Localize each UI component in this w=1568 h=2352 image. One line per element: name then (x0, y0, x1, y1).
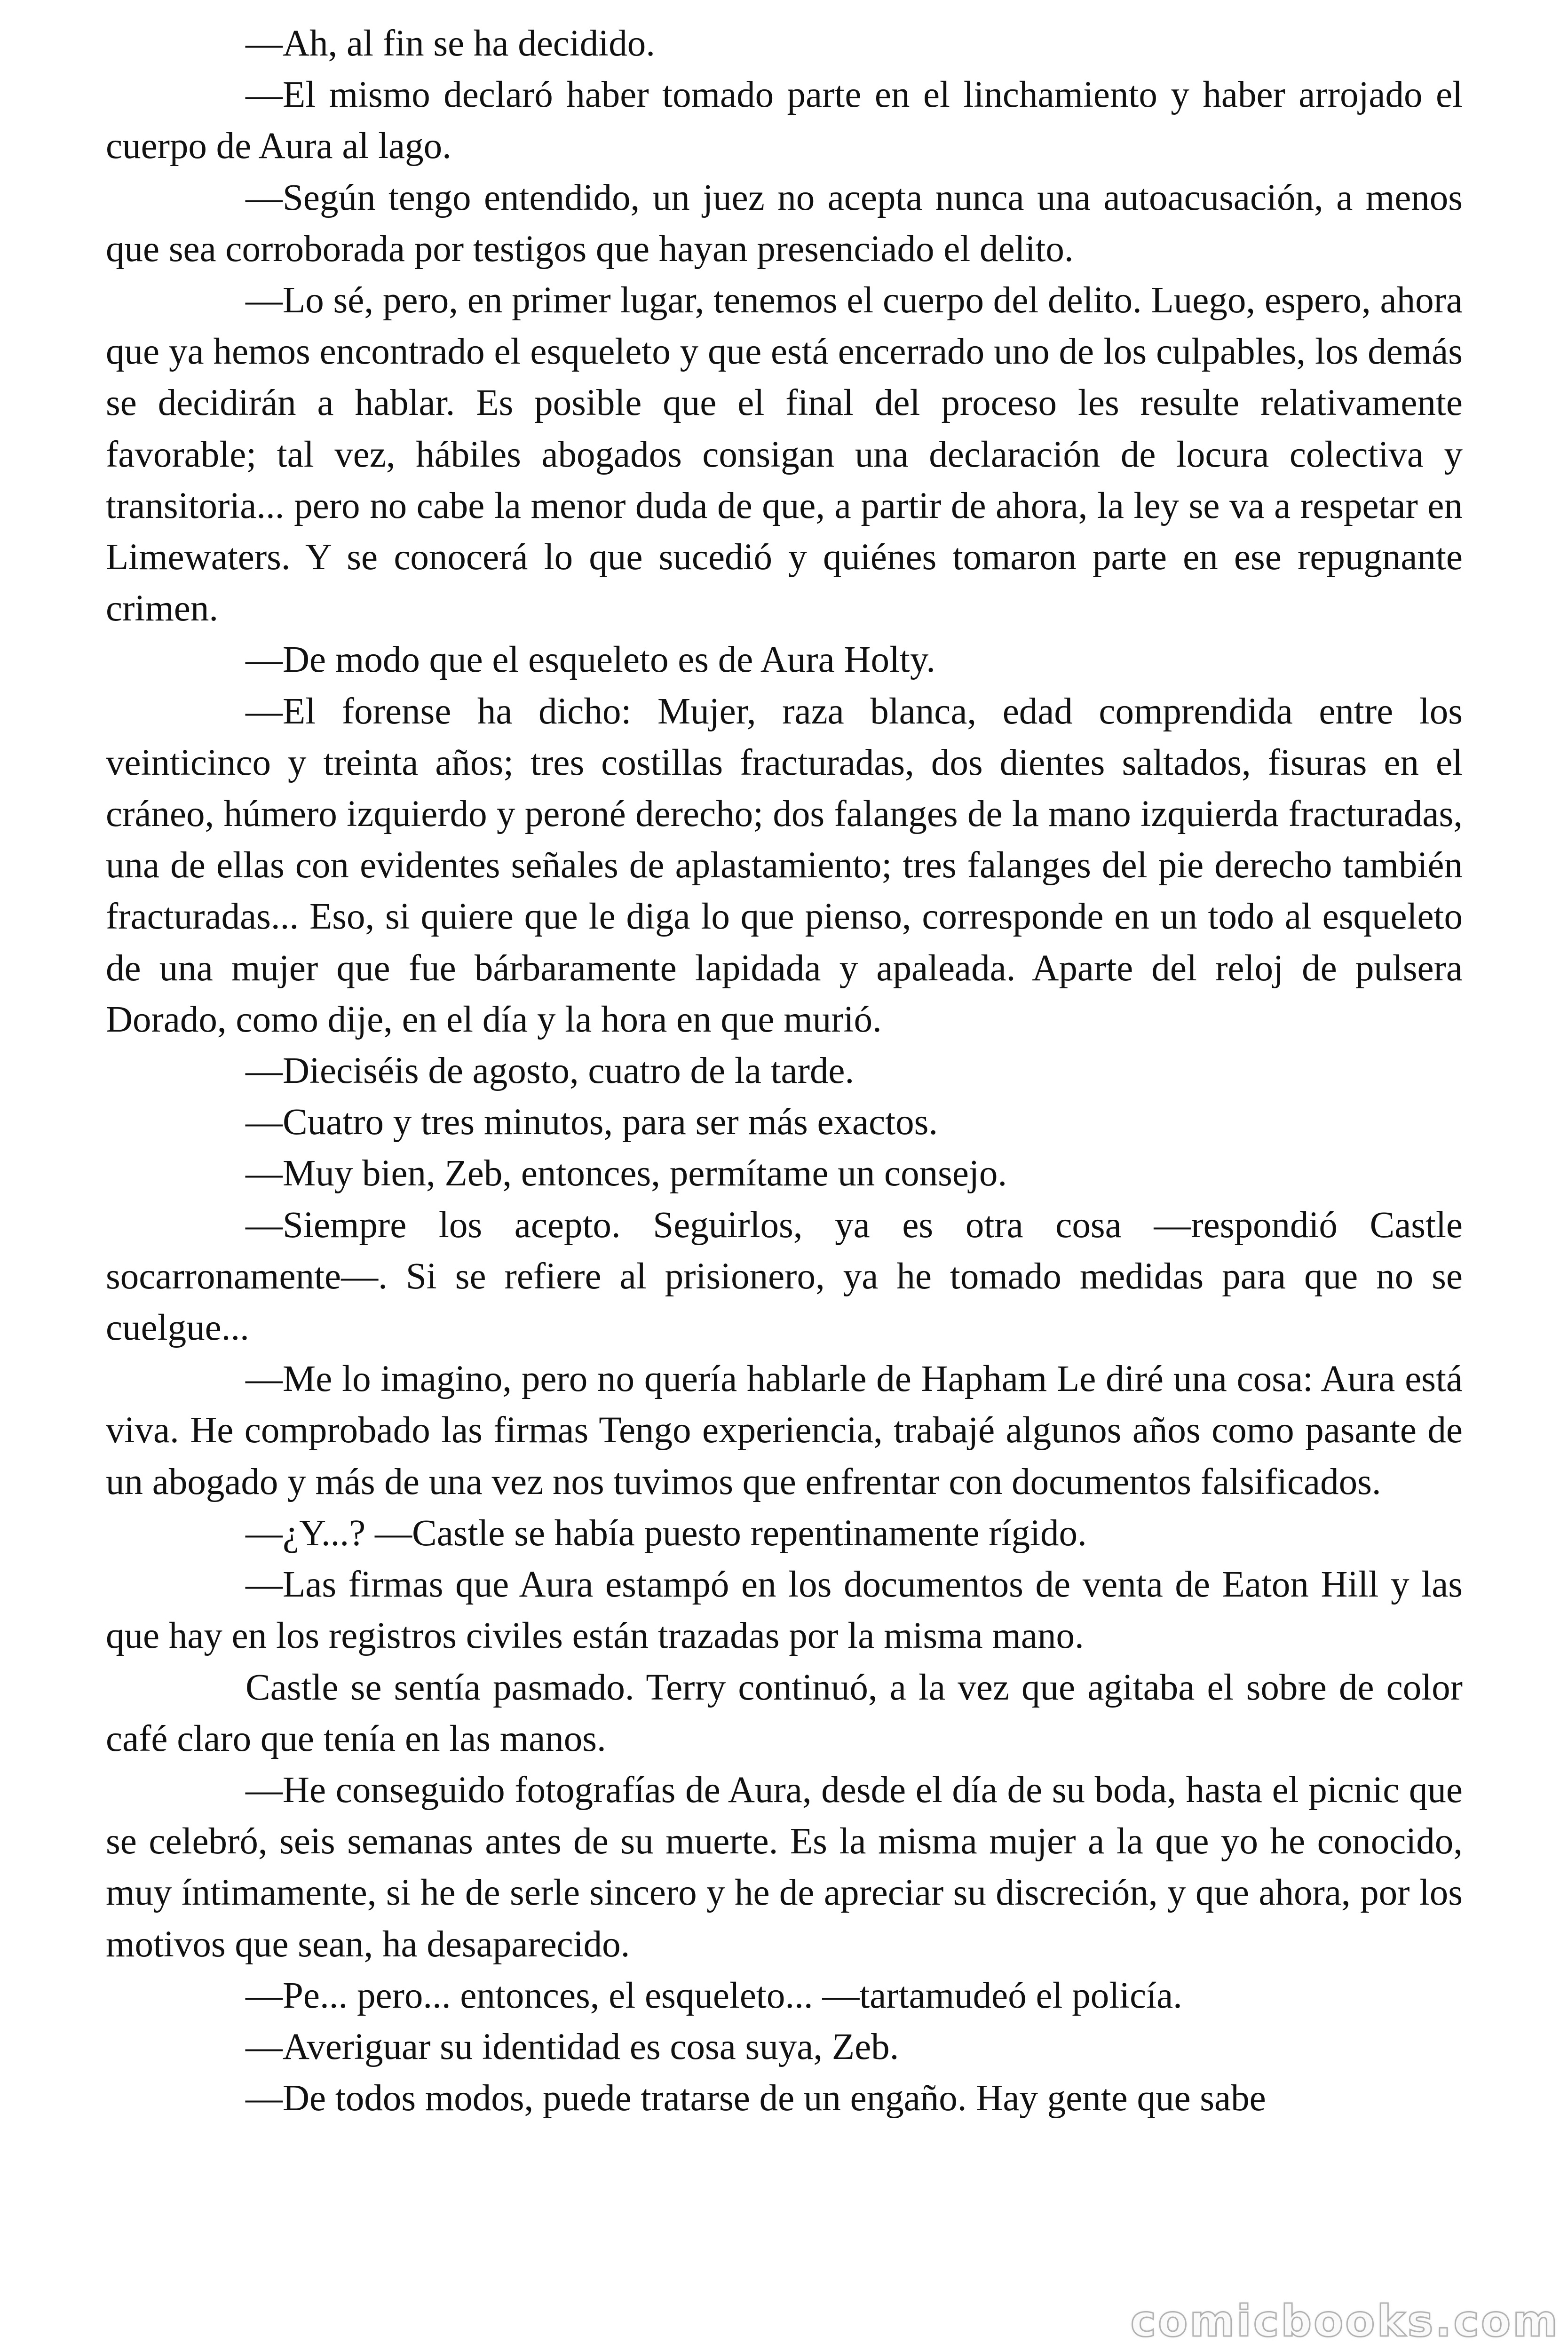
paragraph: —Dieciséis de agosto, cuatro de la tarde. (245, 1050, 855, 1092)
paragraph: —Ah, al fin se ha decidido. (245, 23, 655, 64)
watermark: comicbooks.com (1130, 2296, 1560, 2346)
page-text (106, 18, 1463, 2124)
paragraph: —De modo que el esqueleto es de Aura Holty. (245, 639, 935, 681)
paragraph: —Pe... pero... entonces, el esqueleto... —tartamudeó el policía. (245, 1975, 1182, 2016)
paragraph: —Según tengo entendido, un juez no acepta nunca una autoacusación, a menos que sea corroborada por testigos que hayan presenciado el delito. (106, 177, 1463, 270)
paragraph: —Averiguar su identidad es cosa suya, Zeb. (245, 2026, 899, 2067)
paragraph: —Cuatro y tres minutos, para ser más exactos. (245, 1102, 938, 1143)
paragraph: —Lo sé, pero, en primer lugar, tenemos el cuerpo del delito. Luego, espero, ahora que ya hemos encontrado el esqueleto y que está encerrado uno de los culpables, los demás se decidirán a hablar. Es posible que el final del proceso les resulte relativamente favorable; tal vez, hábiles abogados consigan una declaración de locura colectiva y transitoria... pero no cabe la menor duda de que, a partir de ahora, la ley se va a respetar en Limewaters. Y se conocerá lo que sucedió y quiénes tomaron parte en ese repugnante crimen. (106, 280, 1463, 629)
paragraph: —Muy bien, Zeb, entonces, permítame un consejo. (245, 1153, 1007, 1194)
paragraph: Castle se sentía pasmado. Terry continuó, a la vez que agitaba el sobre de color café claro que tenía en las manos. (106, 1667, 1463, 1759)
paragraph: —De todos modos, puede tratarse de un engaño. Hay gente que sabe (245, 2078, 1266, 2119)
paragraph: —He conseguido fotografías de Aura, desde el día de su boda, hasta el picnic que se celebró, seis semanas antes de su muerte. Es la misma mujer a la que yo he conocido, muy íntimamente, si he de serle sincero y he de apreciar su discreción, y que ahora, por los motivos que sean, ha desaparecido. (106, 1769, 1463, 1965)
paragraph: —Las firmas que Aura estampó en los documentos de venta de Eaton Hill y las que hay en los registros civiles están trazadas por la misma mano. (106, 1564, 1463, 1657)
paragraph: —Siempre los acepto. Seguirlos, ya es otra cosa —respondió Castle socarronamente—. Si se refiere al prisionero, ya he tomado medidas para que no se cuelgue... (106, 1204, 1463, 1349)
paragraph: —El mismo declaró haber tomado parte en el linchamiento y haber arrojado el cuerpo de Aura al lago. (106, 74, 1463, 167)
paragraph: —Me lo imagino, pero no quería hablarle de Hapham Le diré una cosa: Aura está viva. He comprobado las firmas Tengo experiencia, trabajé algunos años como pasante de un abogado y más de una vez nos tuvimos que enfrentar con documentos falsificados. (106, 1359, 1463, 1502)
paragraph: —El forense ha dicho: Mujer, raza blanca, edad comprendida entre los veinticinco y treinta años; tres costillas fracturadas, dos dientes saltados, fisuras en el cráneo, húmero izquierdo y peroné derecho; dos falanges de la mano izquierda fracturadas, una de ellas con evidentes señales de aplastamiento; tres falanges del pie derecho también fracturadas... Eso, si quiere que le diga lo que pienso, corresponde en un todo al esqueleto de una mujer que fue bárbaramente lapidada y apaleada. Aparte del reloj de pulsera Dorado, como dije, en el día y la hora en que murió. (106, 691, 1463, 1040)
paragraph: —¿Y...? —Castle se había puesto repentinamente rígido. (245, 1512, 1087, 1554)
